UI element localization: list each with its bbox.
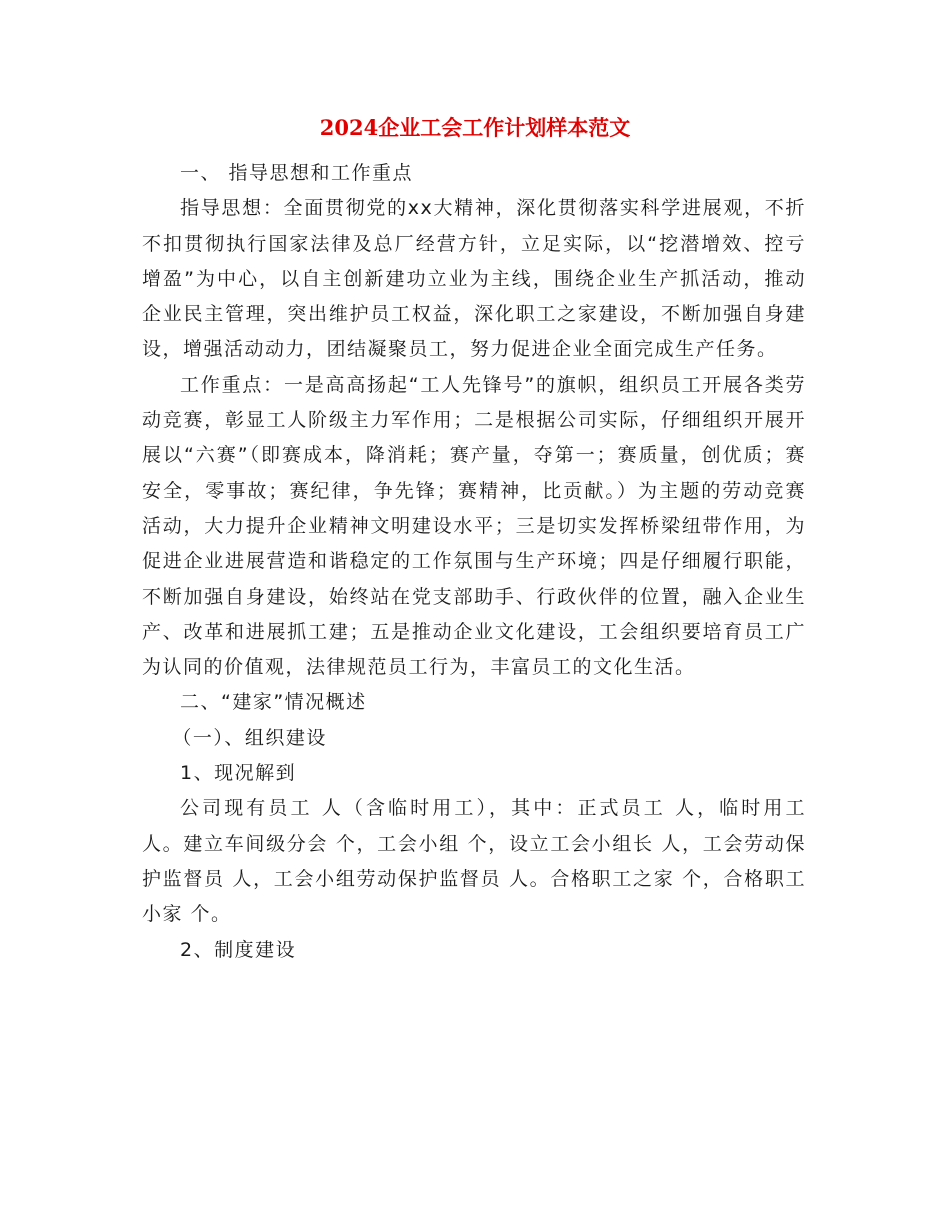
item-heading-current-status: 1、现况解到 — [180, 762, 297, 785]
subsection-heading-organization: （一）、组织建设 — [172, 726, 327, 749]
paragraph-current-status: 公司现有员工 人（含临时用工），其中：正式员工 人，临时用工 人。建立车间级分会 个，工会小组 个，设立工会小组长 人，工会劳动保护监督员 人，工会小组劳动保护监督员 人。合格职工之家 个，合格职工小家 个。 — [142, 797, 806, 926]
paragraph-work-focus: 工作重点：一是高高扬起“工人先锋号”的旗帜，组织员工开展各类劳动竞赛，彰显工人阶级主力军作用；二是根据公司实际，仔细组织开展开展以“六赛”（即赛成本，降消耗；赛产量，夺第一；赛质量，创优质；赛安全，零事故；赛纪律，争先锋；赛精神，比贡献。）为主题的劳动竞赛活动，大力提升企业精神文明建设水平；三是切实发挥桥梁纽带作用，为促进企业进展营造和谐稳定的工作氛围与生产环境；四是仔细履行职能，不断加强自身建设，始终站在党支部助手、行政伙伴的位置，融入企业生产、改革和进展抓工建；五是推动企业文化建设，工会组织要培育员工广为认同的价值观，法律规范员工行为，丰富员工的文化生活。 — [142, 373, 806, 679]
section-heading-home-building-overview: 二、“建家”情况概述 — [180, 691, 367, 714]
item-heading-system-building: 2、制度建设 — [180, 938, 297, 961]
paragraph-guiding-ideology: 指导思想：全面贯彻党的xx大精神，深化贯彻落实科学进展观，不折不扣贯彻执行国家法律及总厂经营方针，立足实际，以“挖潜增效、控亏增盈”为中心，以自主创新建功立业为主线，围绕企业生产抓活动，推动企业民主管理，突出维护员工权益，深化职工之家建设，不断加强自身建设，增强活动动力，团结凝聚员工，努力促进企业全面完成生产任务。 — [142, 197, 806, 361]
page-title: 2024企业工会工作计划样本范文 — [319, 115, 631, 140]
section-heading-guiding-ideology: 一、 指导思想和工作重点 — [180, 162, 414, 184]
document-body — [142, 156, 806, 968]
